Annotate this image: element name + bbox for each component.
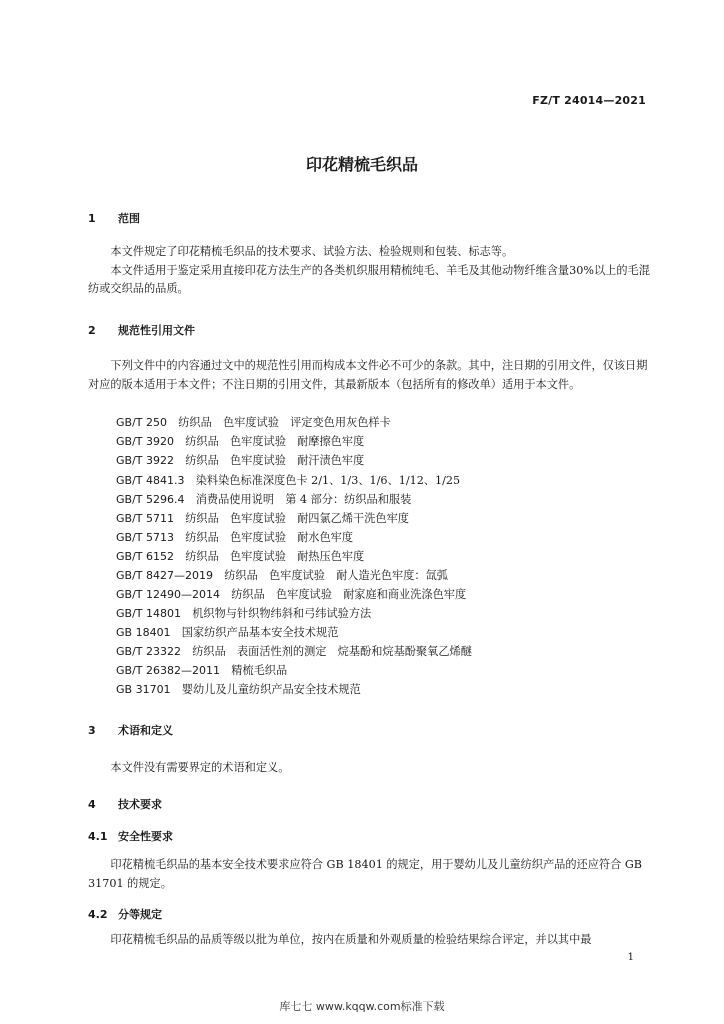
reference-item <box>116 662 287 678</box>
section-title: 技术要求 <box>118 798 162 811</box>
reference-code: GB/T 8427—2019 <box>116 569 213 582</box>
section-2-heading <box>88 322 195 338</box>
reference-code: GB/T 23322 <box>116 645 181 658</box>
reference-item <box>116 452 364 468</box>
reference-code: GB/T 6152 <box>116 550 174 563</box>
document-title: 印花精梳毛织品 <box>305 155 418 174</box>
reference-title: 精梳毛织品 <box>231 664 288 677</box>
reference-code: GB/T 5711 <box>116 512 174 525</box>
reference-title: 纺织品 色牢度试验 耐汗渍色牢度 <box>185 454 365 467</box>
section-number: 3 <box>88 724 96 737</box>
reference-title: 纺织品 色牢度试验 耐人造光色牢度：氙弧 <box>224 569 448 582</box>
reference-item <box>116 510 409 526</box>
paragraph: 印花精梳毛织品的品质等级以批为单位，按内在质量和外观质量的检验结果综合评定，并以其中最 <box>110 933 592 946</box>
section-title: 范围 <box>118 212 140 225</box>
section-4-2-heading <box>88 906 162 922</box>
section-number: 2 <box>88 324 96 337</box>
reference-title: 纺织品 色牢度试验 耐摩擦色牢度 <box>185 435 365 448</box>
reference-title: 纺织品 色牢度试验 耐四氯乙烯干洗色牢度 <box>185 512 409 525</box>
page-number: 1 <box>627 952 634 963</box>
reference-item <box>116 567 448 583</box>
download-watermark: 库七七 www.kqqw.com标准下载 <box>279 1000 445 1013</box>
paragraph: 印花精梳毛织品的基本安全技术要求应符合 GB 18401 的规定，用于婴幼儿及儿童纺织产品的还应符合 GB 31701 的规定。 <box>88 858 643 890</box>
reference-title: 消费品使用说明 第 4 部分：纺织品和服装 <box>195 493 412 506</box>
reference-item <box>116 605 371 621</box>
reference-title: 纺织品 表面活性剂的测定 烷基酚和烷基酚聚氧乙烯醚 <box>192 645 472 658</box>
section-1-heading <box>88 210 140 226</box>
reference-code: GB/T 250 <box>116 416 167 429</box>
reference-title: 纺织品 色牢度试验 耐家庭和商业洗涤色牢度 <box>231 588 467 601</box>
section-4-heading <box>88 796 162 812</box>
reference-item <box>116 681 361 697</box>
reference-code: GB 18401 <box>116 626 171 639</box>
paragraph: 本文件没有需要界定的术语和定义。 <box>110 761 290 774</box>
section-number: 4.2 <box>88 908 108 921</box>
section-number: 4 <box>88 798 96 811</box>
reference-item <box>116 529 353 545</box>
section-title: 安全性要求 <box>118 830 173 843</box>
reference-title: 染料染色标准深度色卡 2/1、1/3、1/6、1/12、1/25 <box>195 474 461 487</box>
reference-item <box>116 643 472 659</box>
reference-code: GB/T 14801 <box>116 607 181 620</box>
reference-item <box>116 472 460 488</box>
reference-code: GB/T 4841.3 <box>116 474 185 487</box>
reference-title: 纺织品 色牢度试验 耐热压色牢度 <box>185 550 365 563</box>
reference-item <box>116 586 466 602</box>
paragraph: 本文件适用于鉴定采用直接印花方法生产的各类机织服用精梳纯毛、羊毛及其他动物纤维含量30%以上的毛混纺或交织品的品质。 <box>88 263 650 295</box>
standard-number: FZ/T 24014—2021 <box>532 94 646 107</box>
reference-title: 婴幼儿及儿童纺织产品安全技术规范 <box>181 683 361 696</box>
reference-item <box>116 414 391 430</box>
reference-item <box>116 624 338 640</box>
section-number: 1 <box>88 212 96 225</box>
reference-code: GB/T 5296.4 <box>116 493 185 506</box>
section-number: 4.1 <box>88 830 108 843</box>
reference-code: GB/T 26382—2011 <box>116 664 220 677</box>
section-3-heading <box>88 722 173 738</box>
reference-title: 机织物与针织物纬斜和弓纬试验方法 <box>192 607 372 620</box>
reference-item <box>116 491 411 507</box>
reference-title: 纺织品 色牢度试验 评定变色用灰色样卡 <box>178 416 391 429</box>
section-title: 分等规定 <box>118 908 162 921</box>
reference-code: GB/T 12490—2014 <box>116 588 220 601</box>
reference-code: GB 31701 <box>116 683 171 696</box>
paragraph: 本文件规定了印花精梳毛织品的技术要求、试验方法、检验规则和包装、标志等。 <box>110 245 514 258</box>
reference-title: 纺织品 色牢度试验 耐水色牢度 <box>185 531 354 544</box>
reference-code: GB/T 3922 <box>116 454 174 467</box>
section-title: 术语和定义 <box>118 724 173 737</box>
reference-item <box>116 433 364 449</box>
reference-item <box>116 548 364 564</box>
section-4-1-heading <box>88 828 173 844</box>
paragraph: 下列文件中的内容通过文中的规范性引用而构成本文件必不可少的条款。其中，注日期的引用文件，仅该日期对应的版本适用于本文件；不注日期的引用文件，其最新版本（包括所有的修改单）适用于本文件。 <box>88 359 648 391</box>
reference-title: 国家纺织产品基本安全技术规范 <box>181 626 339 639</box>
reference-code: GB/T 3920 <box>116 435 174 448</box>
section-title: 规范性引用文件 <box>118 324 195 337</box>
reference-code: GB/T 5713 <box>116 531 174 544</box>
